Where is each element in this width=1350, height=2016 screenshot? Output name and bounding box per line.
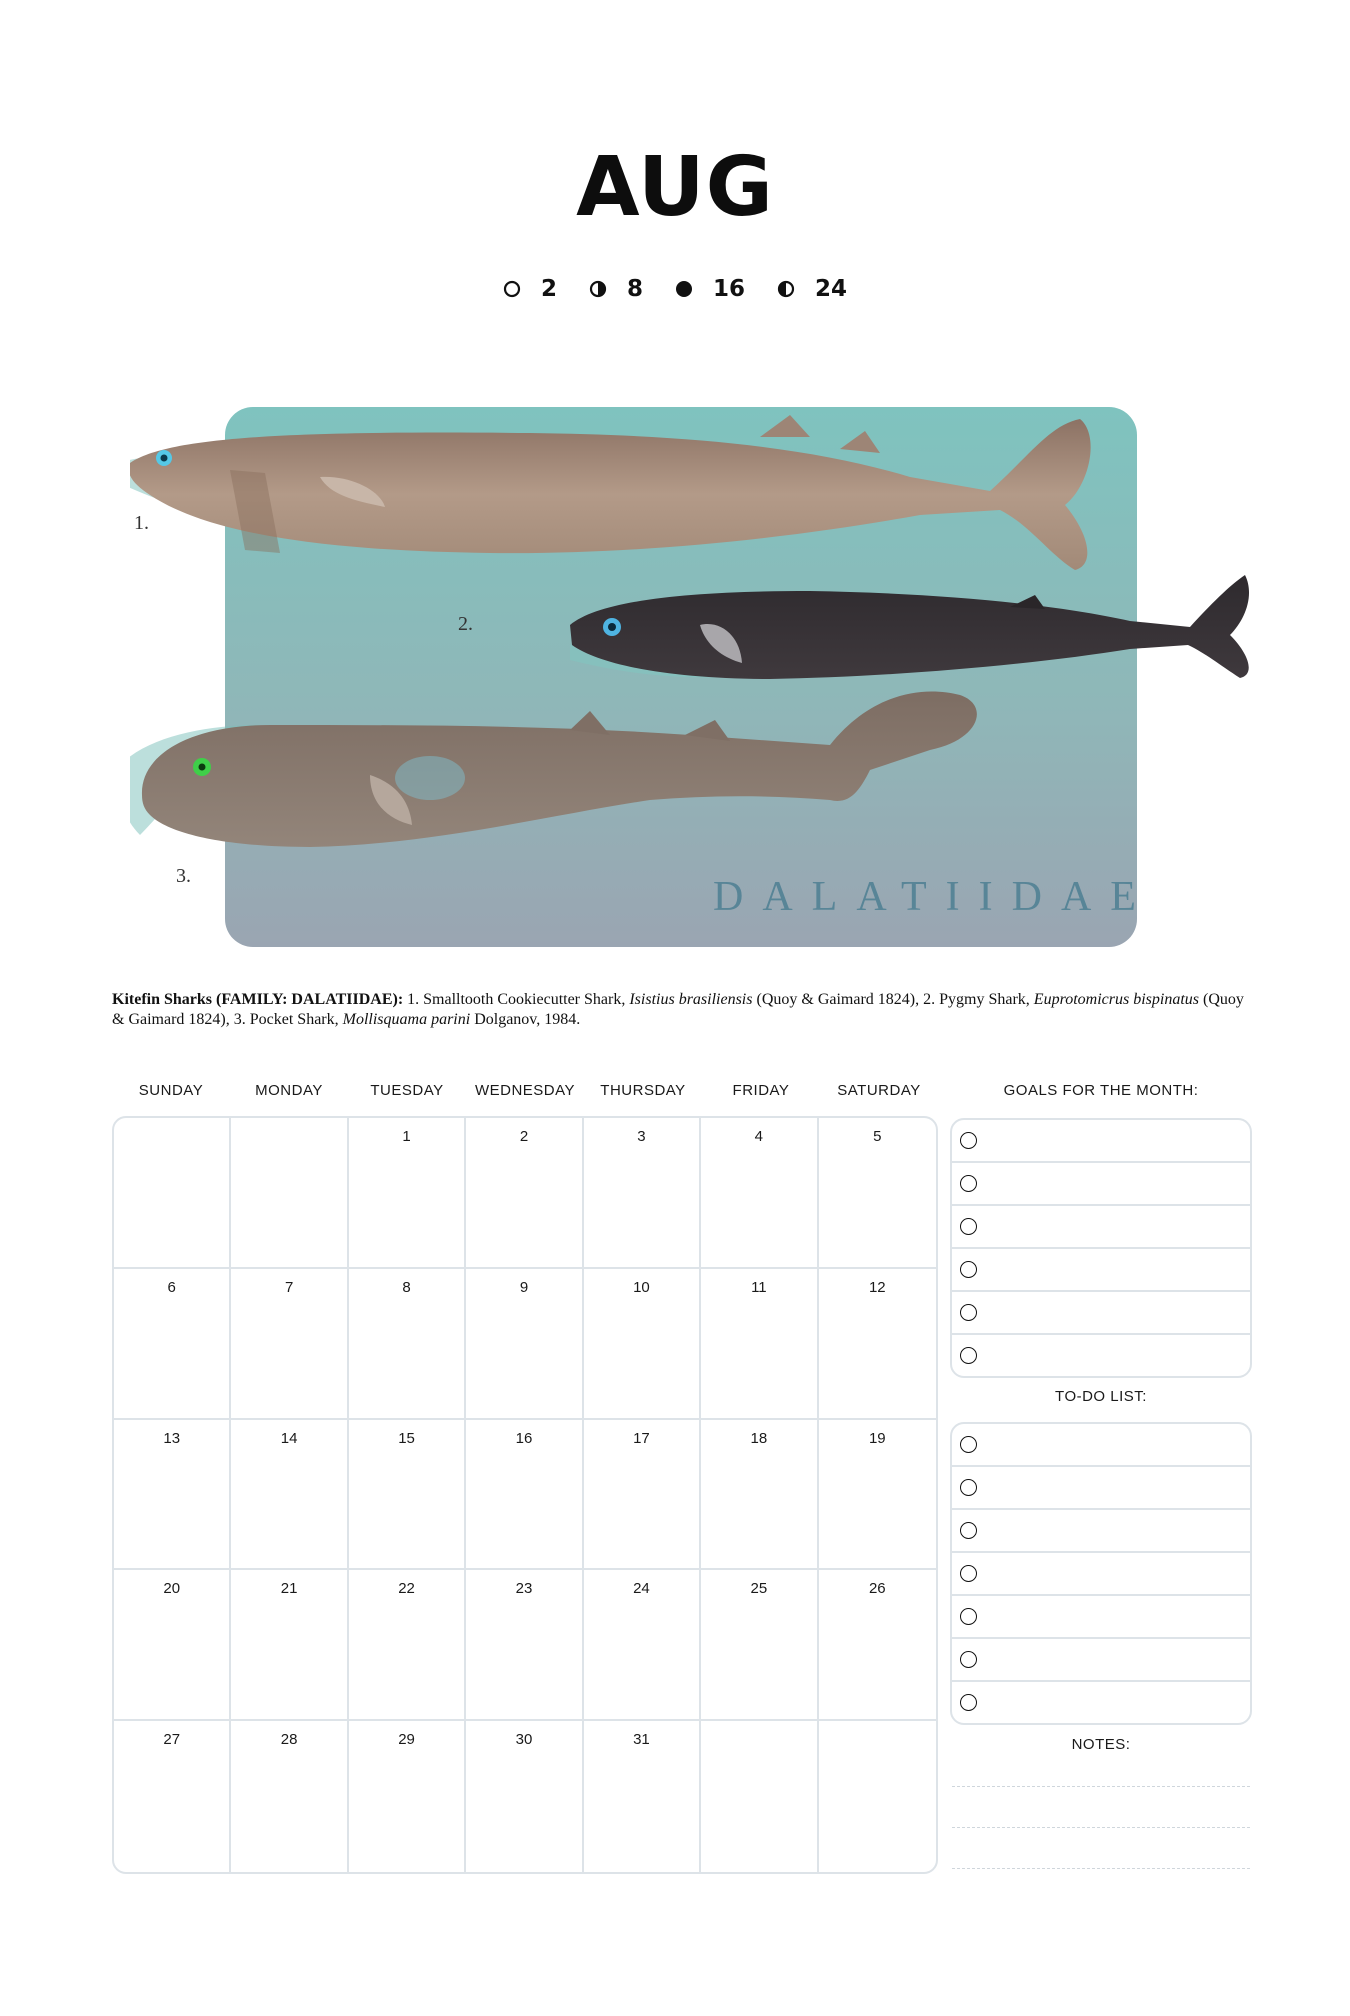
day-number: 4: [754, 1128, 764, 1145]
weekday-header-row: [112, 1082, 938, 1099]
calendar-day-cell[interactable]: [231, 1570, 348, 1721]
calendar-day-cell[interactable]: [114, 1721, 231, 1872]
calendar-day-cell[interactable]: [114, 1269, 231, 1420]
calendar-day-cell[interactable]: [231, 1721, 348, 1872]
moon-phase-last-quarter: [777, 276, 847, 302]
moon-phase-first-quarter: [589, 276, 643, 302]
goal-item[interactable]: [952, 1292, 1250, 1335]
todo-item[interactable]: [952, 1467, 1250, 1510]
checkbox-circle-icon[interactable]: [960, 1694, 977, 1711]
weekday-saturday: SATURDAY: [837, 1082, 921, 1099]
day-number: 7: [284, 1278, 294, 1296]
calendar-day-cell[interactable]: [584, 1269, 701, 1420]
day-number: 21: [280, 1580, 298, 1598]
calendar-day-cell[interactable]: [349, 1118, 466, 1269]
day-number: 26: [868, 1580, 886, 1598]
day-number: 16: [515, 1429, 533, 1447]
calendar-day-cell[interactable]: [701, 1269, 818, 1420]
calendar-day-cell[interactable]: [819, 1118, 936, 1269]
caption-species: Mollisquama parini: [342, 1011, 471, 1028]
new-moon-icon: [503, 280, 521, 298]
day-number: 3: [637, 1128, 646, 1145]
caption-species: Isistius brasiliensis: [629, 991, 753, 1008]
calendar-day-cell[interactable]: [231, 1420, 348, 1571]
day-number: 20: [163, 1580, 181, 1598]
todo-item[interactable]: [952, 1553, 1250, 1596]
goals-checklist: [950, 1118, 1252, 1378]
todo-item[interactable]: [952, 1510, 1250, 1553]
shark-label-1: 1.: [134, 512, 149, 534]
shark-label-3: 3.: [176, 865, 191, 887]
notes-line[interactable]: [952, 1827, 1250, 1828]
todo-item[interactable]: [952, 1639, 1250, 1682]
day-number: 2: [519, 1128, 529, 1145]
moon-phase-new: [503, 276, 557, 302]
checkbox-circle-icon[interactable]: [960, 1651, 977, 1668]
calendar-day-cell[interactable]: [466, 1118, 583, 1269]
notes-line[interactable]: [952, 1868, 1250, 1869]
calendar-grid: [112, 1116, 938, 1874]
todo-item[interactable]: [952, 1596, 1250, 1639]
day-number: 18: [750, 1429, 768, 1447]
goals-heading: GOALS FOR THE MONTH:: [1003, 1082, 1199, 1099]
moon-phase-day: 24: [815, 276, 848, 302]
day-number: 25: [750, 1580, 768, 1598]
caption-text: Dolganov, 1984.: [470, 1011, 581, 1028]
goal-item[interactable]: [952, 1163, 1250, 1206]
checkbox-circle-icon[interactable]: [960, 1304, 977, 1321]
calendar-day-cell[interactable]: [466, 1721, 583, 1872]
day-number: 15: [398, 1429, 415, 1447]
day-number: 31: [633, 1731, 650, 1749]
calendar-day-cell[interactable]: [701, 1420, 818, 1571]
notes-heading: NOTES:: [1071, 1736, 1131, 1753]
calendar-day-cell[interactable]: [819, 1570, 936, 1721]
calendar-day-cell[interactable]: [466, 1570, 583, 1721]
calendar-day-cell[interactable]: [584, 1570, 701, 1721]
weekday-sunday: SUNDAY: [138, 1082, 204, 1099]
calendar-day-cell[interactable]: [466, 1269, 583, 1420]
month-title: AUG: [576, 140, 774, 235]
day-number: 6: [167, 1278, 176, 1296]
checkbox-circle-icon[interactable]: [960, 1175, 977, 1192]
day-number: 13: [163, 1429, 181, 1447]
checkbox-circle-icon[interactable]: [960, 1347, 977, 1364]
todo-item[interactable]: [952, 1682, 1250, 1723]
calendar-day-cell[interactable]: [701, 1721, 818, 1872]
checkbox-circle-icon[interactable]: [960, 1261, 977, 1278]
day-number: 1: [402, 1128, 411, 1145]
calendar-day-cell[interactable]: [114, 1420, 231, 1571]
calendar-day-cell[interactable]: [349, 1721, 466, 1872]
calendar-day-cell[interactable]: [584, 1721, 701, 1872]
illustration-caption: [112, 990, 1254, 1030]
todo-checklist: [950, 1422, 1252, 1725]
day-number: 11: [751, 1278, 767, 1296]
moon-phase-day: 2: [540, 276, 557, 302]
last-quarter-moon-icon: [777, 280, 795, 298]
moon-phases: [0, 276, 1350, 302]
weekday-tuesday: TUESDAY: [370, 1082, 444, 1099]
calendar-day-cell[interactable]: [466, 1420, 583, 1571]
day-number: 22: [398, 1580, 415, 1598]
checkbox-circle-icon[interactable]: [960, 1479, 977, 1496]
day-number: 5: [873, 1128, 882, 1145]
shark-illustration: [130, 395, 1250, 955]
caption-species: Euprotomicrus bispinatus: [1033, 991, 1199, 1008]
family-watermark: DALATIIDAE: [713, 874, 1155, 920]
moon-phase-day: 8: [626, 276, 643, 302]
day-number: 17: [633, 1429, 650, 1447]
calendar-day-cell[interactable]: [819, 1269, 936, 1420]
calendar-day-cell[interactable]: [231, 1118, 348, 1269]
goal-item[interactable]: [952, 1249, 1250, 1292]
calendar-day-cell[interactable]: [114, 1570, 231, 1721]
day-number: 23: [515, 1580, 533, 1598]
todo-item[interactable]: [952, 1424, 1250, 1467]
day-number: 14: [280, 1429, 298, 1447]
calendar-day-cell[interactable]: [819, 1420, 936, 1571]
day-number: 24: [633, 1580, 650, 1598]
day-number: 10: [633, 1278, 650, 1296]
checkbox-circle-icon[interactable]: [960, 1132, 977, 1149]
caption-text: (Quoy & Gaimard 1824), 2. Pygmy Shark,: [752, 991, 1034, 1008]
first-quarter-moon-icon: [589, 280, 607, 298]
shark-label-2: 2.: [458, 613, 473, 635]
notes-line[interactable]: [952, 1786, 1250, 1787]
calendar-day-cell[interactable]: [701, 1570, 818, 1721]
day-number: 29: [398, 1731, 415, 1749]
weekday-monday: MONDAY: [255, 1082, 323, 1099]
full-moon-icon: [675, 280, 693, 298]
day-number: 9: [519, 1278, 529, 1296]
calendar-day-cell[interactable]: [584, 1118, 701, 1269]
checkbox-circle-icon[interactable]: [960, 1218, 977, 1235]
calendar-day-cell[interactable]: [114, 1118, 231, 1269]
caption-text: 1. Smalltooth Cookiecutter Shark,: [403, 991, 630, 1008]
checkbox-circle-icon[interactable]: [960, 1608, 977, 1625]
caption-lead: Kitefin Sharks (FAMILY: DALATIIDAE):: [112, 991, 404, 1008]
goal-item[interactable]: [952, 1206, 1250, 1249]
day-number: 28: [280, 1731, 298, 1749]
day-number: 12: [868, 1278, 886, 1296]
day-number: 19: [868, 1429, 886, 1447]
caption-text: (Quoy & Gaimard 1824), 3. Pocket Shark,: [112, 991, 1244, 1028]
calendar-day-cell[interactable]: [349, 1570, 466, 1721]
weekday-thursday: THURSDAY: [600, 1082, 686, 1099]
checkbox-circle-icon[interactable]: [960, 1522, 977, 1539]
calendar-day-cell[interactable]: [701, 1118, 818, 1269]
day-number: 8: [402, 1278, 411, 1296]
weekday-wednesday: WEDNESDAY: [474, 1082, 576, 1099]
calendar-day-cell[interactable]: [349, 1420, 466, 1571]
weekday-friday: FRIDAY: [732, 1082, 790, 1099]
calendar-day-cell[interactable]: [349, 1269, 466, 1420]
day-number: 30: [515, 1731, 533, 1749]
moon-phase-day: 16: [713, 276, 746, 302]
calendar-day-cell[interactable]: [819, 1721, 936, 1872]
calendar-day-cell[interactable]: [584, 1420, 701, 1571]
moon-phase-full: [675, 276, 745, 302]
todo-heading: TO-DO LIST:: [1055, 1388, 1147, 1405]
goal-item[interactable]: [952, 1120, 1250, 1163]
checkbox-circle-icon[interactable]: [960, 1436, 977, 1453]
calendar-day-cell[interactable]: [231, 1269, 348, 1420]
checkbox-circle-icon[interactable]: [960, 1565, 977, 1582]
day-number: 27: [163, 1731, 181, 1749]
goal-item[interactable]: [952, 1335, 1250, 1376]
